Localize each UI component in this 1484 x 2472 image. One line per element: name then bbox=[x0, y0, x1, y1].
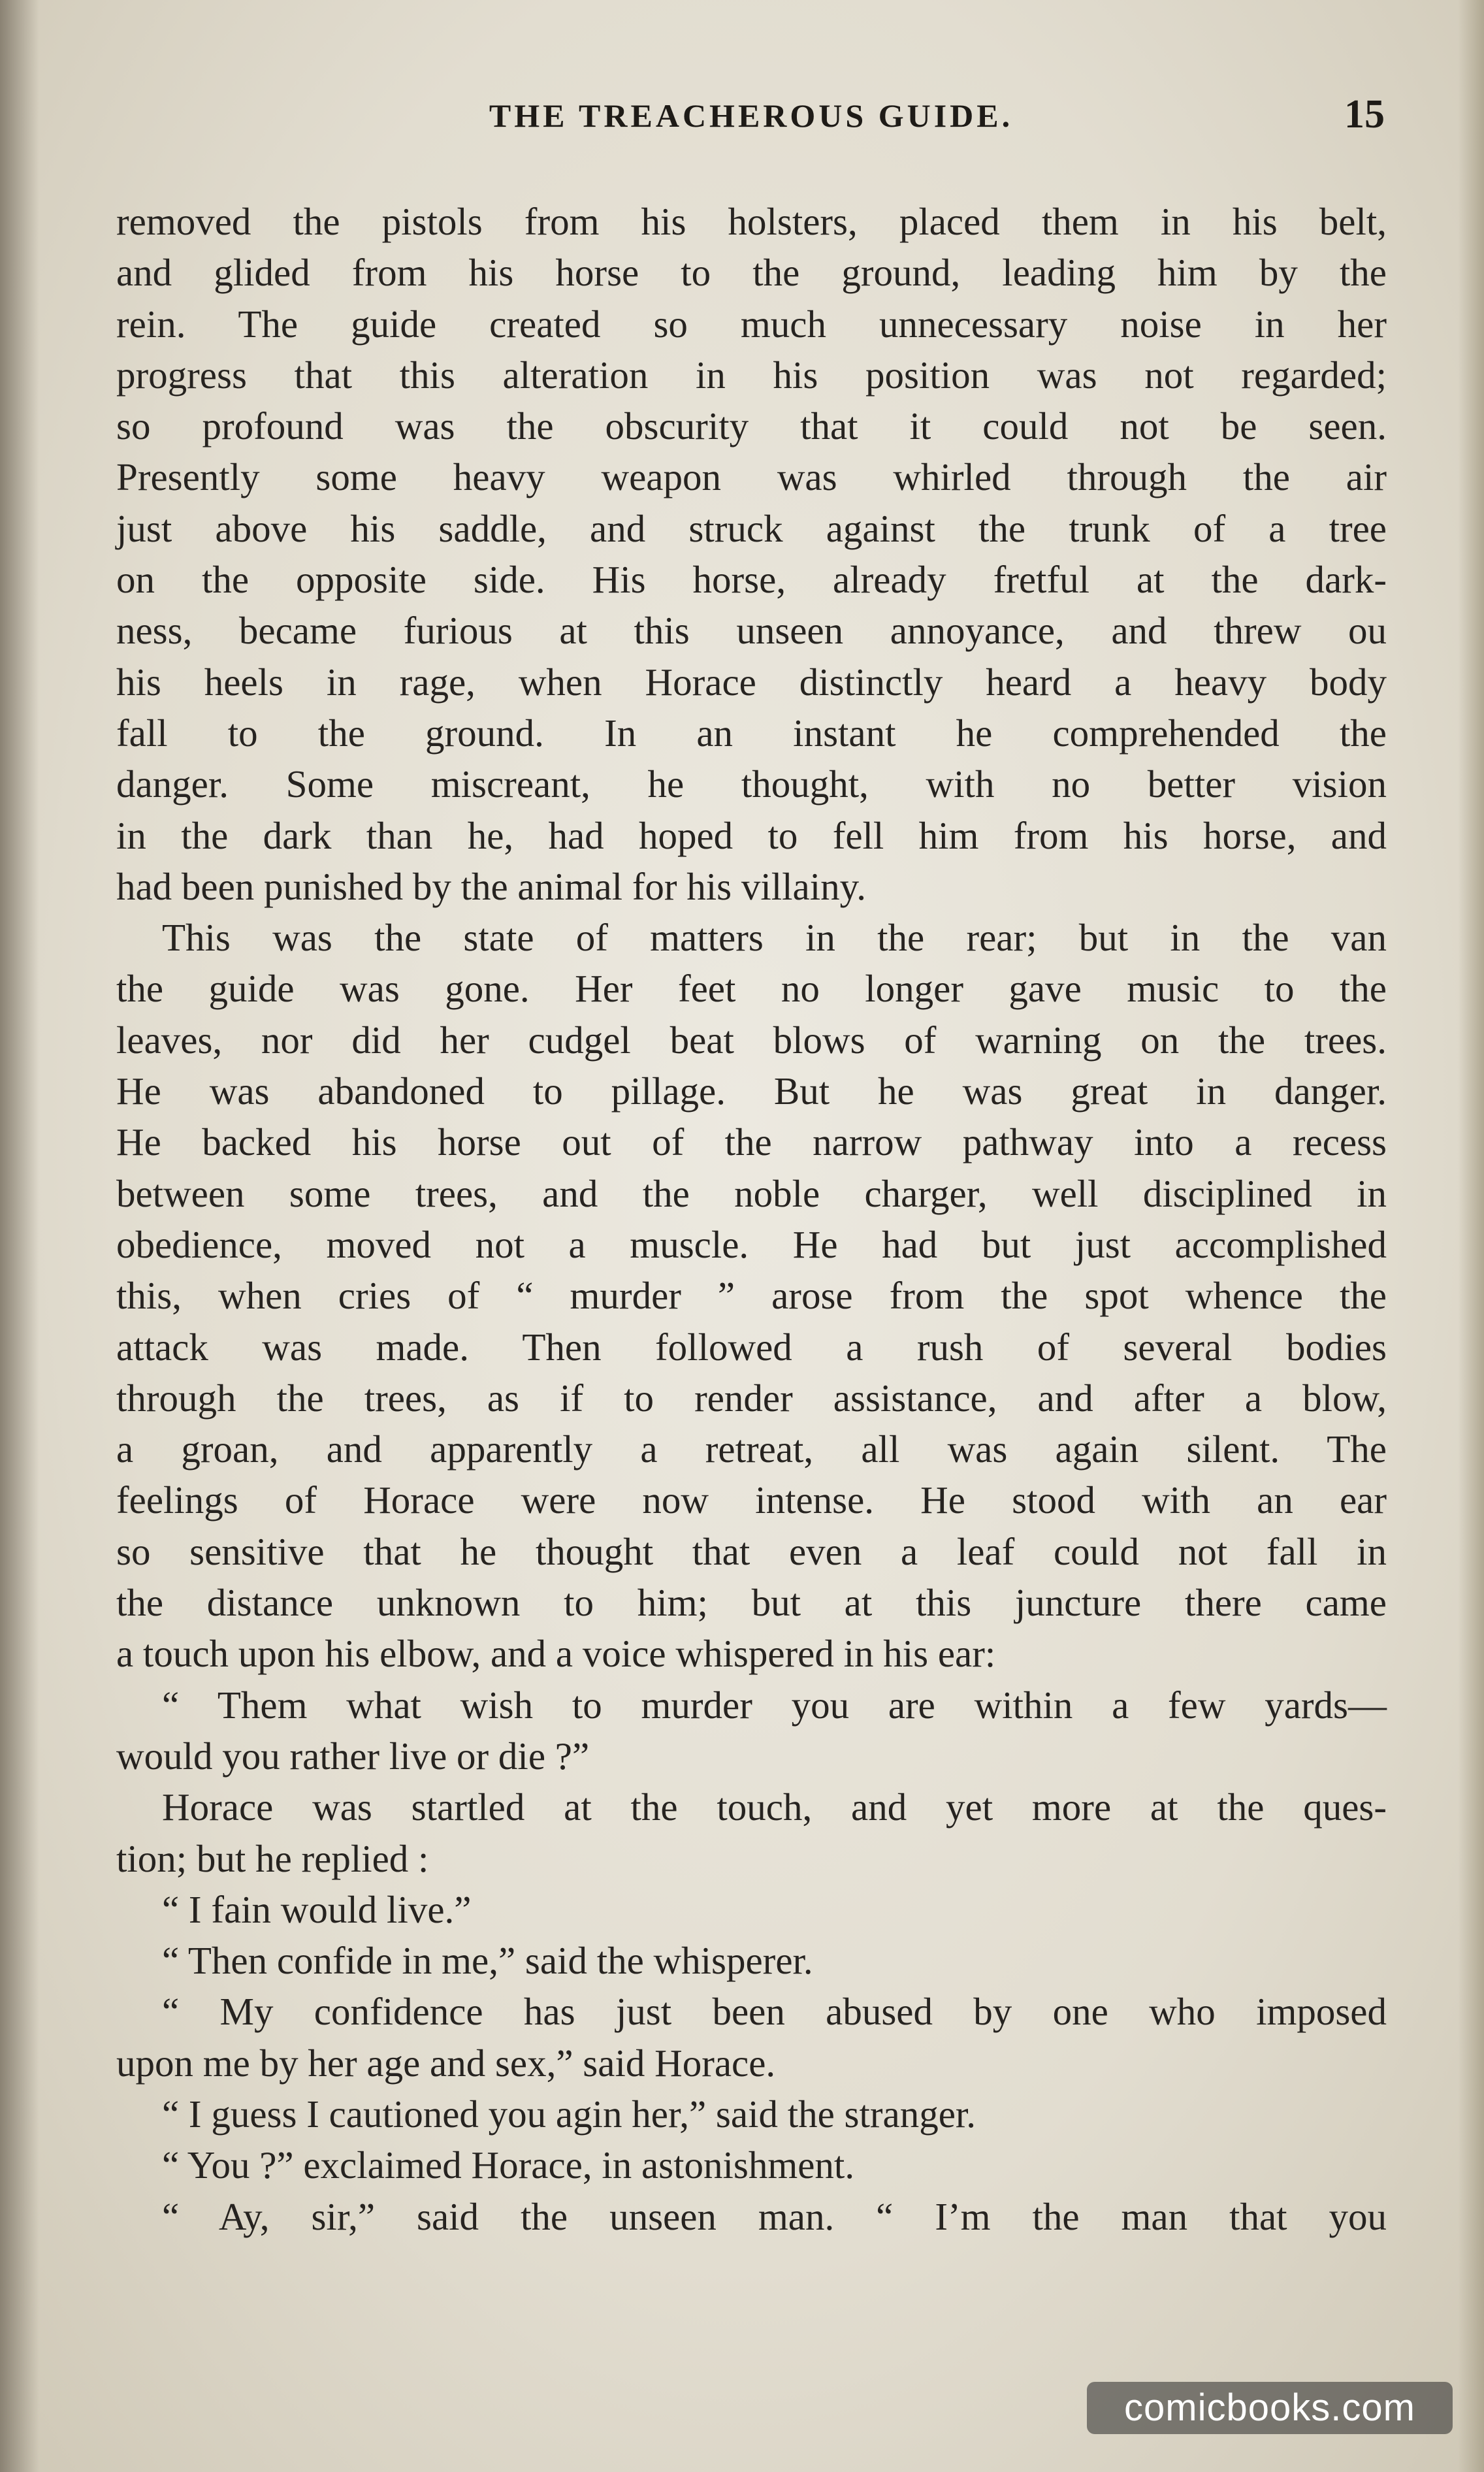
text-line: “ Them what wish to murder you are within a few yards— bbox=[162, 1683, 1387, 1727]
text-line: so sensitive that he thought that even a leaf could not fall in bbox=[116, 1529, 1387, 1573]
text-line: “ My confidence has just been abused by one who imposed bbox=[162, 1990, 1387, 2034]
text-line: so profound was the obscurity that it could not be seen. bbox=[116, 404, 1387, 448]
text-line: tion; but he replied : bbox=[116, 1836, 429, 1880]
text-line: removed the pistols from his holsters, placed them in his belt, bbox=[116, 200, 1387, 243]
text-line: fall to the ground. In an instant he comprehended the bbox=[116, 711, 1387, 755]
watermark-logo: comicbooks.com bbox=[1087, 2382, 1453, 2434]
page-number: 15 bbox=[1344, 92, 1385, 137]
page-edge-shadow-right bbox=[1458, 0, 1484, 2472]
text-line: a touch upon his elbow, and a voice whispered in his ear: bbox=[116, 1632, 996, 1676]
text-line: “ You ?” exclaimed Horace, in astonishment. bbox=[162, 2143, 855, 2187]
text-line: “ Then confide in me,” said the whisperer. bbox=[162, 1939, 813, 1983]
text-line: would you rather live or die ?” bbox=[116, 1734, 590, 1778]
text-line: the guide was gone. Her feet no longer gave music to the bbox=[116, 967, 1387, 1011]
text-line: attack was made. Then followed a rush of several bodies bbox=[116, 1325, 1387, 1369]
text-line: upon me by her age and sex,” said Horace. bbox=[116, 2041, 776, 2085]
text-line: this, when cries of “ murder ” arose from the spot whence the bbox=[116, 1274, 1387, 1318]
body-text bbox=[116, 196, 1387, 2242]
text-line: the distance unknown to him; but at this juncture there came bbox=[116, 1581, 1387, 1625]
text-line: his heels in rage, when Horace distinctly heard a heavy body bbox=[116, 660, 1387, 704]
text-line: just above his saddle, and struck against the trunk of a tree bbox=[116, 506, 1387, 550]
text-line: in the dark than he, had hoped to fell him from his horse, and bbox=[116, 813, 1387, 857]
text-line: danger. Some miscreant, he thought, with no better vision bbox=[116, 762, 1387, 806]
text-line: He was abandoned to pillage. But he was great in danger. bbox=[116, 1069, 1387, 1113]
text-line: had been punished by the animal for his villainy. bbox=[116, 864, 867, 908]
text-line: rein. The guide created so much unnecessary noise in her bbox=[116, 302, 1387, 346]
text-line: He backed his horse out of the narrow pathway into a recess bbox=[116, 1120, 1387, 1164]
text-line: on the opposite side. His horse, already fretful at the dark- bbox=[116, 558, 1387, 602]
running-title: THE TREACHEROUS GUIDE. bbox=[489, 97, 1014, 134]
text-line: progress that this alteration in his position was not regarded; bbox=[116, 353, 1387, 397]
text-line: between some trees, and the noble charger, well disciplined in bbox=[116, 1171, 1387, 1215]
text-line: Presently some heavy weapon was whirled through the air bbox=[116, 455, 1387, 499]
text-line: This was the state of matters in the rear; but in the van bbox=[162, 916, 1387, 960]
text-line: Horace was startled at the touch, and yet more at the ques- bbox=[162, 1785, 1387, 1829]
running-head bbox=[118, 91, 1385, 144]
text-line: a groan, and apparently a retreat, all was again silent. The bbox=[116, 1427, 1387, 1471]
text-line: through the trees, as if to render assistance, and after a blow, bbox=[116, 1376, 1387, 1420]
text-line: “ I guess I cautioned you agin her,” said the stranger. bbox=[162, 2092, 976, 2136]
text-line: ness, became furious at this unseen annoyance, and threw ou bbox=[116, 609, 1387, 653]
text-line: “ Ay, sir,” said the unseen man. “ I’m the man that you bbox=[162, 2194, 1387, 2238]
text-line: and glided from his horse to the ground, leading him by the bbox=[116, 251, 1387, 295]
text-line: feelings of Horace were now intense. He stood with an ear bbox=[116, 1478, 1387, 1522]
text-line: leaves, nor did her cudgel beat blows of warning on the trees. bbox=[116, 1018, 1387, 1062]
page-edge-shadow-left bbox=[0, 0, 39, 2472]
text-line: obedience, moved not a muscle. He had but just accomplished bbox=[116, 1222, 1387, 1266]
text-line: “ I fain would live.” bbox=[162, 1887, 472, 1931]
